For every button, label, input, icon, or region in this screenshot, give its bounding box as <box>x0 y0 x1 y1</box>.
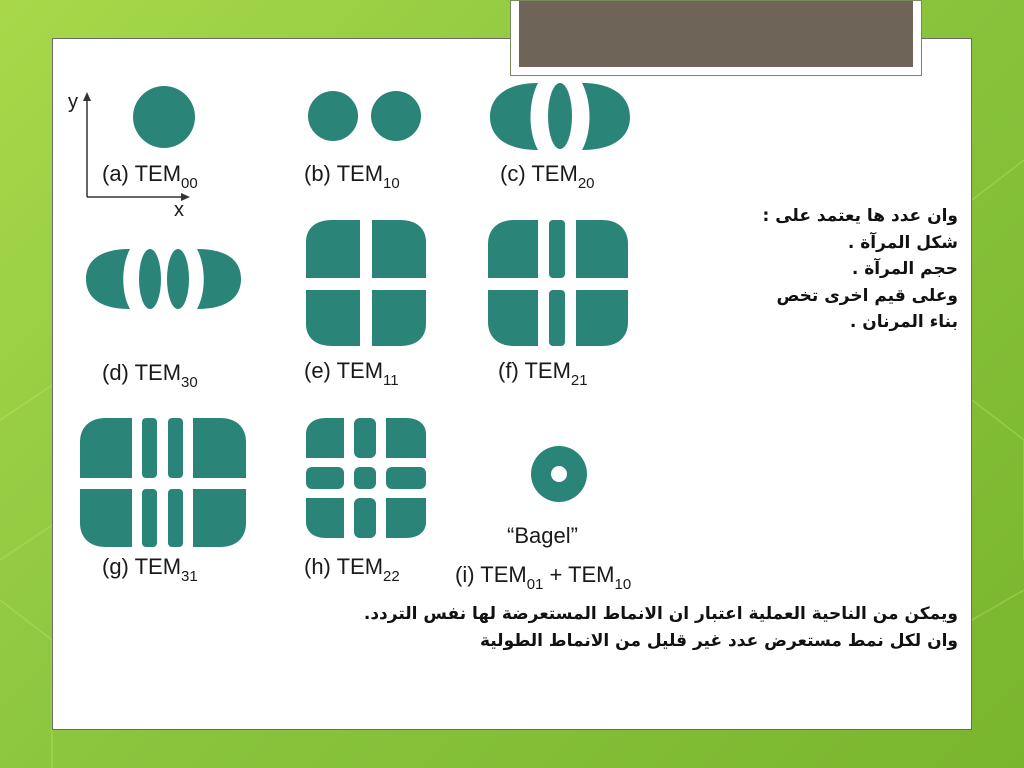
mode-tem30 <box>86 249 241 391</box>
side-text-line: وان عدد ها يعتمد على : <box>762 206 958 226</box>
mode-tem20 <box>490 83 630 192</box>
bottom-text-line: وان لكل نمط مستعرض عدد غير قليل من الانماط الطولية <box>479 631 958 651</box>
mode-bagel <box>455 446 631 593</box>
mode-label-tem31: (g) $TEM_{31}$ <box>102 554 198 585</box>
mode-label-tem21: (f) $TEM_{21}$ <box>498 358 588 389</box>
mode-tem10 <box>304 91 421 192</box>
bagel-label: “Bagel” <box>507 523 578 548</box>
y-axis-arrow <box>83 92 91 101</box>
y-axis-label: y <box>68 91 78 113</box>
bottom-text-block <box>78 601 958 655</box>
mode-label-tem10: (b) $TEM_{10}$ <box>304 161 400 192</box>
side-text-block <box>578 203 958 336</box>
side-text-line: حجم المرآة . <box>851 259 958 279</box>
mode-tem11 <box>304 220 426 389</box>
mode-tem22 <box>304 418 426 585</box>
side-text-line: شكل المرآة . <box>847 232 958 253</box>
mode-tem31 <box>80 418 246 585</box>
side-text-line: وعلى قيم اخرى تخص <box>776 285 958 306</box>
mode-label-tem22: (h) $TEM_{22}$ <box>304 554 400 585</box>
bottom-text-line: ويمكن من الناحية العملية اعتبار ان الانماط المستعرضة لها نفس التردد. <box>363 604 958 624</box>
mode-label-tem00: (a) $TEM_{00}$ <box>102 161 198 192</box>
mode-tem00 <box>102 86 198 192</box>
mode-label-tem30: (d) $TEM_{30}$ <box>102 360 198 391</box>
mode-label-tem11: (e) $TEM_{11}$ <box>304 358 399 389</box>
x-axis-label: x <box>174 199 184 221</box>
mode-label-tem01-tem10: (i) $TEM_{01} + TEM_{10}$ <box>455 562 632 593</box>
side-text-line: بناء المرنان . <box>849 312 958 332</box>
mode-label-tem20: (c) $TEM_{20}$ <box>500 161 595 192</box>
